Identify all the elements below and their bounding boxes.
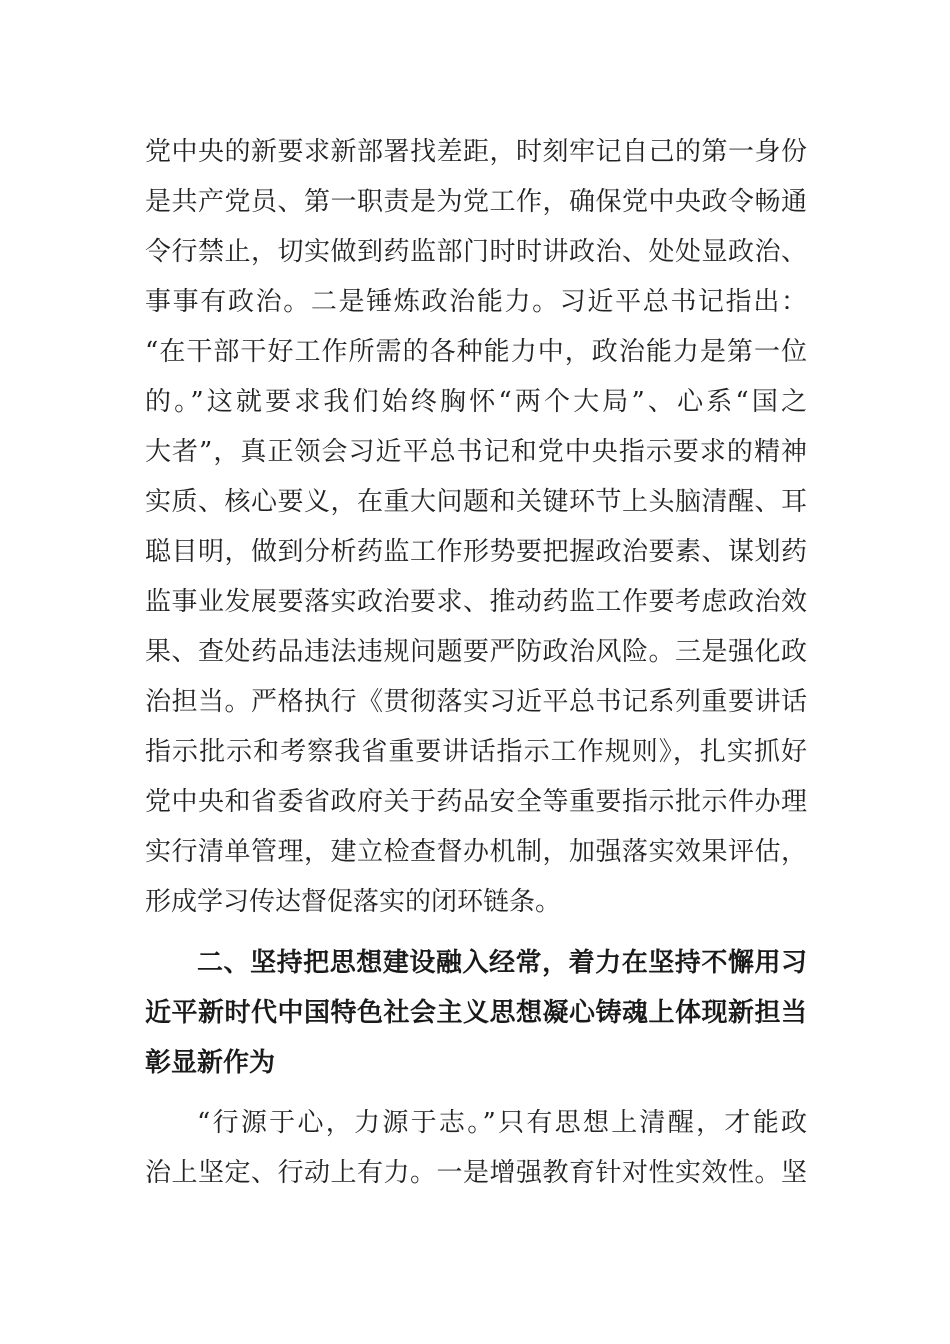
paragraph-line: 的。”这就要求我们始终胸怀“两个大局”、心系“国之 — [145, 387, 807, 417]
section-heading-line: 彰显新作为 — [145, 1048, 276, 1078]
paragraph-line: 果、查处药品违法违规问题要严防政治风险。三是强化政 — [145, 637, 807, 667]
paragraph-line: 指示批示和考察我省重要讲话指示工作规则》，扎实抓好 — [145, 737, 807, 767]
paragraph-line: 大者”，真正领会习近平总书记和党中央指示要求的精神 — [145, 437, 807, 467]
paragraph-line: 监事业发展要落实政治要求、推动药监工作要考虑政治效 — [145, 587, 807, 617]
paragraph-line: 事事有政治。二是锤炼政治能力。习近平总书记指出： — [145, 287, 807, 317]
paragraph-line: 党中央和省委省政府关于药品安全等重要指示批示件办理 — [145, 787, 807, 817]
paragraph-line: 实行清单管理，建立检查督办机制，加强落实效果评估， — [145, 837, 807, 867]
paragraph-line: 形成学习传达督促落实的闭环链条。 — [145, 887, 562, 917]
paragraph-line: 是共产党员、第一职责是为党工作，确保党中央政令畅通 — [145, 187, 807, 217]
section-heading-line: 二、坚持把思想建设融入经常，着力在坚持不懈用习 — [197, 948, 807, 978]
paragraph-line: 治担当。严格执行《贯彻落实习近平总书记系列重要讲话 — [145, 687, 807, 717]
paragraph-line: 实质、核心要义，在重大问题和关键环节上头脑清醒、耳 — [145, 487, 807, 517]
paragraph-line: 党中央的新要求新部署找差距，时刻牢记自己的第一身份 — [145, 137, 807, 167]
paragraph-line: 治上坚定、行动上有力。一是增强教育针对性实效性。坚 — [145, 1158, 807, 1188]
section-heading-line: 近平新时代中国特色社会主义思想凝心铸魂上体现新担当 — [145, 998, 807, 1028]
paragraph-line: “行源于心，力源于志。”只有思想上清醒，才能政 — [197, 1108, 807, 1138]
paragraph-line: 令行禁止，切实做到药监部门时时讲政治、处处显政治、 — [145, 237, 807, 267]
paragraph-line: “在干部干好工作所需的各种能力中，政治能力是第一位 — [145, 337, 807, 367]
paragraph-line: 聪目明，做到分析药监工作形势要把握政治要素、谋划药 — [145, 537, 807, 567]
